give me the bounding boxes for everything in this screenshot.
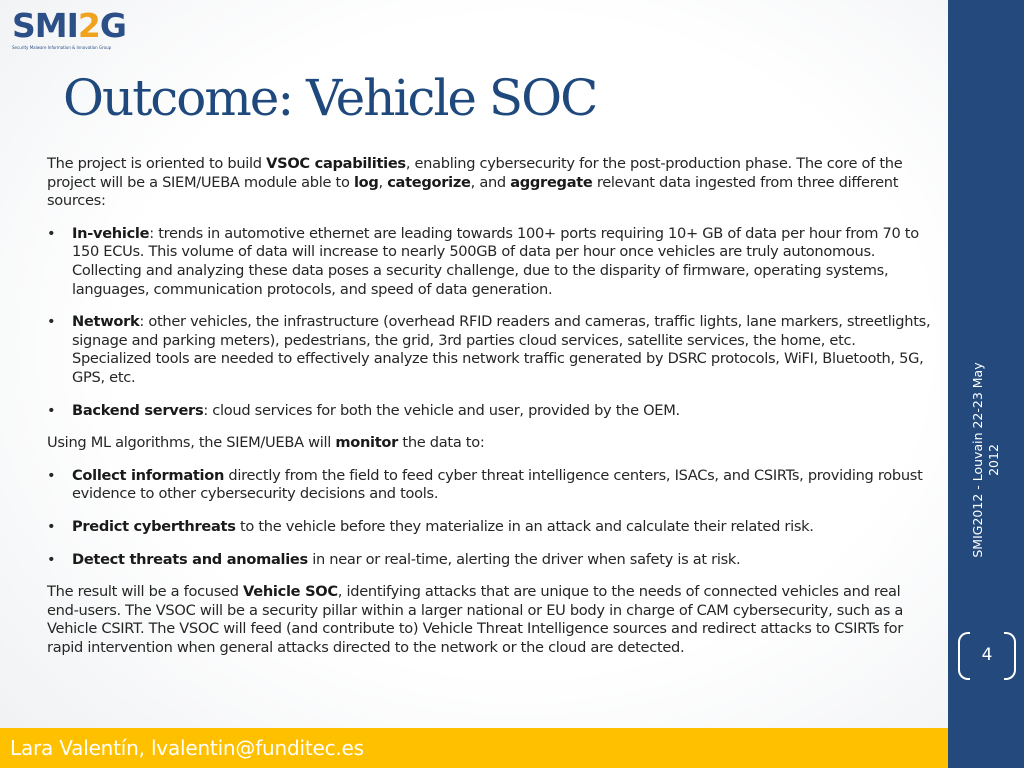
action-label: Collect information — [72, 466, 225, 484]
intro-bold-categorize: categorize — [387, 173, 471, 191]
conference-line-2: 2012 — [986, 444, 1001, 476]
action-text: in near or real-time, alerting the driver when safety is at risk. — [307, 550, 741, 568]
logo-text-smi: SMI — [12, 6, 78, 45]
page-number-badge — [958, 632, 1016, 680]
bullet-dot: • — [47, 550, 56, 568]
footer-author: Lara Valentín, lvalentin@funditec.es — [10, 736, 364, 760]
intro-bold-log: log — [353, 173, 379, 191]
action-item-detect — [47, 551, 935, 570]
bullet-dot: • — [47, 517, 56, 535]
source-text: : cloud services for both the vehicle and user, provided by the OEM. — [203, 401, 680, 419]
intro-text-5: relevant data ingested from three different sources: — [47, 173, 899, 210]
ml-text-2: the data to: — [398, 434, 485, 452]
page-number: 4 — [981, 645, 993, 665]
intro-text-3: , — [378, 173, 388, 191]
logo-text-g: G — [99, 6, 126, 45]
ml-text-1: Using ML algorithms, the SIEM/UEBA will — [47, 434, 336, 452]
action-text: directly from the field to feed cyber threat intelligence centers, ISACs, and CSIRTs, providing robust evidence to other cybersecurity decisions and tools. — [72, 466, 923, 503]
source-text: : other vehicles, the infrastructure (overhead RFID readers and cameras, traffic lights, lane markers, streetlights, signage and parking meters), pedestrians, the grid, 3rd parties cloud services, satellite services, the home, etc. Specialized tools are needed to effectively analyze this network traffic generated by DSRC protocols, WiFI, Bluetooth, 5G, GPS, etc. — [72, 313, 931, 386]
ml-paragraph — [47, 434, 935, 453]
sidebar-conference-label — [970, 340, 1002, 580]
result-text-1: The result will be a focused — [47, 583, 244, 601]
logo-subtitle: Security Malware Information & Innovation Group — [12, 45, 112, 50]
intro-paragraph — [47, 155, 935, 211]
result-text-2: , identifying attacks that are unique to the needs of connected vehicles and real end-users. The VSOC will be a security pillar within a larger national or EU body in charge of CAM cybersecurity, such as a Vehicle CSIRT. The VSOC will feed (and contribute to) Vehicle Threat Intelligence sources and redirect attacks to CSIRTs for rapid intervention when general attacks directed to the network or the cloud are detected. — [47, 583, 903, 656]
conference-line-1: SMIG2012 - Louvain 22-23 May — [970, 362, 985, 558]
intro-bold-aggregate: aggregate — [510, 173, 593, 191]
bullet-dot: • — [47, 401, 56, 419]
bullet-dot: • — [47, 224, 56, 242]
slide-body — [47, 155, 935, 671]
footer-bar — [0, 728, 948, 768]
intro-bold-vsoc: VSOC capabilities — [266, 155, 406, 172]
source-text: : trends in automotive ethernet are leading towards 100+ ports requiring 10+ GB of data per hour from 70 to 150 ECUs. This volume of data will increase to nearly 500GB of data per hour once vehicles are truly autonomous. Collecting and analyzing these data poses a security challenge, due to the disparity of firmware, operating systems, languages, communication protocols, and speed of data generation. — [72, 224, 919, 298]
source-label: Network — [72, 313, 140, 331]
logo-text-2: 2 — [77, 6, 100, 45]
result-bold-vehicle-soc: Vehicle SOC — [243, 583, 338, 601]
smi2g-logo — [12, 8, 152, 54]
bullet-dot: • — [47, 313, 56, 331]
source-item-in-vehicle — [47, 225, 935, 299]
action-item-collect — [47, 467, 935, 504]
action-text: to the vehicle before they materialize in an attack and calculate their related risk. — [235, 517, 814, 535]
action-label: Detect threats and anomalies — [72, 550, 308, 568]
source-label: In-vehicle — [72, 224, 150, 242]
slide-title: Outcome: Vehicle SOC — [63, 69, 597, 127]
source-item-backend — [47, 402, 935, 421]
result-paragraph — [47, 583, 935, 657]
intro-text-2: , enabling cybersecurity for the post-production phase. The core of the project will be a SIEM/UEBA module able to — [47, 155, 903, 191]
action-label: Predict cyberthreats — [72, 517, 236, 535]
logo-wordmark — [12, 8, 152, 44]
source-item-network — [47, 313, 935, 387]
ml-bold-monitor: monitor — [335, 434, 399, 452]
bullet-dot: • — [47, 466, 56, 484]
action-item-predict — [47, 518, 935, 537]
intro-text-4: , and — [470, 173, 511, 191]
intro-text-1: The project is oriented to build — [47, 155, 267, 172]
source-label: Backend servers — [72, 401, 204, 419]
